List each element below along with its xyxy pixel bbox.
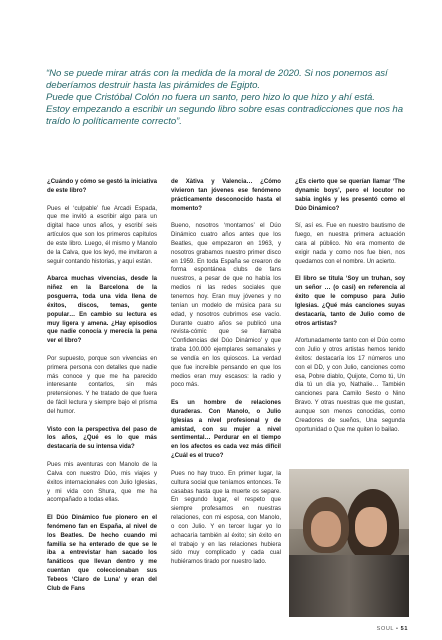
question-paragraph [47, 275, 157, 346]
photo-face-left [311, 511, 341, 547]
question-paragraph [47, 178, 157, 196]
answer-paragraph [47, 205, 157, 267]
answer-paragraph [47, 461, 157, 505]
answer-paragraph [171, 222, 281, 390]
paragraph-text: Pues no hay truco. En primer lugar, la cultura social que teníamos entonces. Te casabas hasta que la muerte os separe. En segundo lugar, el respeto que siempre profesamos en nuestras relaciones, con mi esposa, con Manolo, o con Julio. Y en tercer lugar yo lo achacaría también al éxito; sin éxito en el trabajo y en las relaciones hubiera sido muy complicado y cada cual hubiéramos tirado por nuestro lado. [171, 470, 281, 566]
paragraph-text-tail: En cambio su lectura es muy ligera y amena. ¿Hay episodios que nadie conocía y merecía la pena ver el libro? [47, 311, 157, 345]
couple-photo [289, 469, 409, 617]
question-paragraph [47, 426, 157, 453]
paragraph-text: Pues el ‘culpable’ fue Arcadi Espada, que me invitó a escribir algo para un digital hace unos años, y escribí seis artículos que son los primeros capítulos de este libro. Luego, él mismo y Manolo de la Calva, que los leyó, me invitaron a seguir contando historias, y aquí están. [47, 205, 157, 265]
question-paragraph [171, 399, 281, 461]
paragraph-text: El Dúo Dinámico fue pionero en el fenómeno fan en España, al nivel de los Beatles. De hecho cuando mi familia se ha enterado de que se le iba a entrevistar han sacado los fanáticos que llevan dentro y me cuentan que coleccionaban sus Tebeos ‘Claro de Luna’ y eran del Club de Fans [47, 515, 157, 592]
answer-paragraph [295, 222, 405, 266]
question-paragraph [295, 178, 405, 213]
paragraph-text: ¿Cuándo y cómo se gestó la iniciativa de este libro? [47, 179, 157, 194]
paragraph-text: Es un hombre de relaciones duraderas. Con Manolo, o Julio Iglesias a nivel profesional y de amistad, con su mujer a nivel sentimental… Perdurar en el tiempo en los afectos es cada vez más difícil ¿Cuál es el truco? [171, 400, 281, 460]
paragraph-text: Pues mis aventuras con Manolo de la Calva con nuestro Dúo, mis viajes y éxitos internacionales con Julio Iglesias, y mi vida con Shura, que me ha acompañado a todas ellas. [47, 462, 157, 504]
photo-clothing [289, 555, 409, 617]
paragraph-text: Por supuesto, porque son vivencias en primera persona con detalles que nadie más conoce y que me ha parecido interesante contarlos, sin más pretensiones. Y he tratado de que fuera de fácil lectura y siempre bajo el prisma del humor. [47, 355, 157, 415]
paragraph-text: Abarca muchas vivencias, desde la niñez en la Barcelona de la posguerra, toda una vida llena de éxitos, discos, temas, gente popular… [47, 276, 157, 318]
page-footer [377, 626, 408, 632]
question-paragraph [295, 275, 405, 328]
paragraph-text: Afortunadamente tanto con el Dúo como con Julio y otros artistas hemos tenido éxitos: destacaría los 17 números uno con el DD, y con Julio, canciones como esa, Pobre diablo, Quijote, Como tú, Un día tú un día yo, Nathalie… También canciones para Camilo Sesto o Nino Bravo. Y otras nuestras que me gustan, aunque son menos conocidas, como Creadores de sueños, Una segunda oportunidad o Que me quiten lo bailao. [295, 338, 405, 433]
paragraph-text: El libro se titula ‘Soy un truhan, soy un señor … (o casi) en referencia al éxito que le compuso para Julio Iglesias. ¿Qué más canciones suyas destacaría, tanto de Julio como de otros artistas? [295, 276, 405, 327]
answer-paragraph [171, 470, 281, 567]
paragraph-text: Bueno, nosotros ‘montamos’ el Dúo Dinámico cuatro años antes que los Beatles, que empezaron en 1963, y nosotros grabamos nuestro primer disco en 1959. En toda España se crearon de forma espontánea clubs de fans nuestros, a pesar de que no había los medios ni las redes sociales que tenemos hoy. Eran muy jóvenes y no tenían un modelo de música para su edad, y nosotros cubrimos ese vacío. Durante cuatro años se publicó una revista-cómic que se llamaba ‘Confidencias del Dúo Dinámico’ y que tiraba 100.000 ejemplares semanales y se vendía en los quioscos. La verdad que fue increíble pensando en que los medios eran muy escasos: la radio y poco más. [171, 223, 281, 389]
paragraph-text: ¿Es cierto que se querían llamar ‘The dynamic boys’, pero el locutor no sabía inglés y les presentó como el Dúo Dinámico? [295, 179, 405, 212]
question-paragraph [47, 514, 157, 594]
column-2 [171, 178, 281, 576]
column-1 [47, 178, 157, 603]
paragraph-text: de Xàtiva y Valencia… ¿Cómo vivieron tan jóvenes ese fenómeno prácticamente desconocido hasta el momento? [171, 179, 281, 212]
quote-line-3: Estoy empezando a escribir un segundo libro sobre esas contradicciones que nos ha traído lo políticamente correcto”. [46, 104, 404, 128]
photo-face-right [355, 507, 387, 547]
answer-paragraph [47, 355, 157, 417]
answer-paragraph [295, 337, 405, 434]
paragraph-text: Visto con la perspectiva del paso de los años, ¿Qué es lo que más destacaría de su intensa vida? [47, 426, 157, 451]
page-number: 51 [400, 626, 408, 632]
question-paragraph [171, 178, 281, 213]
quote-line-1: “No se puede mirar atrás con la medida de la moral de 2020. Si nos ponemos así deberíamos destruir hasta las pirámides de Egipto. [46, 68, 388, 92]
paragraph-text: Sí, así es. Fue en nuestro bautismo de fuego, en nuestra primera actuación cara al público. No era momento de exigir nada y como nos fue bien, nos quedamos con el nombre. Un acierto. [295, 223, 405, 265]
footer-separator: • [396, 626, 399, 632]
column-3 [295, 178, 405, 443]
magazine-name: SOUL [376, 626, 394, 632]
quote-line-2: Puede que Cristóbal Colón no fuera un santo, pero hizo lo que hizo y ahí está. [46, 92, 375, 104]
pull-quote [46, 68, 408, 128]
